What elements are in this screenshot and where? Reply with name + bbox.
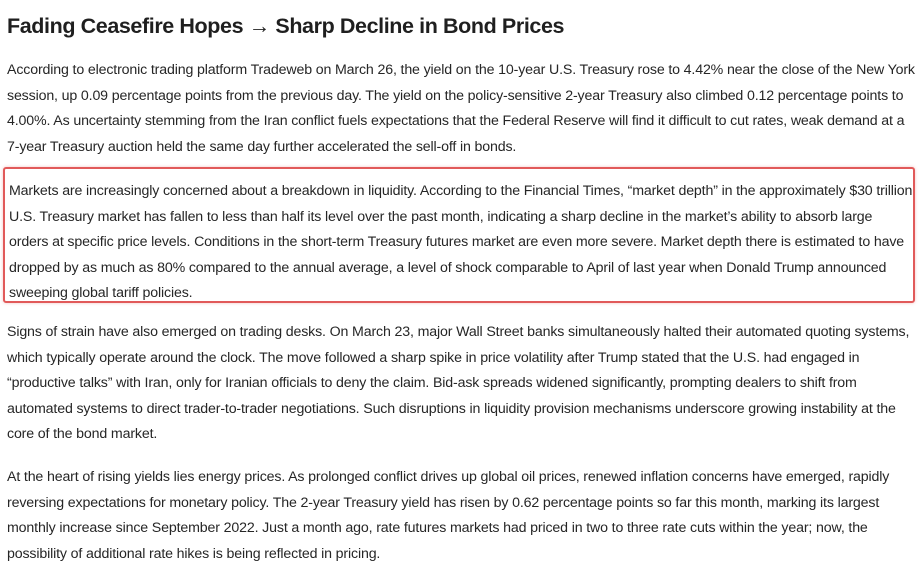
article-title: Fading Ceasefire Hopes → Sharp Decline in Bond Prices bbox=[7, 14, 565, 38]
article-paragraph-1: According to electronic trading platform Tradeweb on March 26, the yield on the 10-year U.S. Treasury rose to 4.42% near the close of the New York session, up 0.09 percentage points from the previous day. The yield on the policy-sensitive 2-year Treasury also climbed 0.12 percentage points to 4.00%. As uncertainty stemming from the Iran conflict fuels expectations that the Federal Reserve will find it difficult to cut rates, weak demand at a 7-year Treasury auction held the same day further accelerated the sell-off in bonds. bbox=[7, 62, 915, 155]
highlighted-paragraph-box bbox=[3, 167, 915, 303]
article-paragraph-2: Markets are increasingly concerned about a breakdown in liquidity. According to the Financial Times, “market depth” in the approximately $30 trillion U.S. Treasury market has fallen to less than half its level over the past month, indicating a sharp decline in the market’s ability to absorb large orders at specific price levels. Conditions in the short-term Treasury futures market are even more severe. Market depth there is estimated to have dropped by as much as 80% compared to the annual average, a level of shock comparable to April of last year when Donald Trump announced sweeping global tariff policies. bbox=[9, 183, 913, 301]
article-paragraph-3: Signs of strain have also emerged on trading desks. On March 23, major Wall Street banks simultaneously halted their automated quoting systems, which typically operate around the clock. The move followed a sharp spike in price volatility after Trump stated that the U.S. had engaged in “productive talks” with Iran, only for Iranian officials to deny the claim. Bid-ask spreads widened significantly, prompting dealers to shift from automated systems to direct trader-to-trader negotiations. Such disruptions in liquidity provision mechanisms underscore growing instability at the core of the bond market. bbox=[7, 324, 910, 442]
article-paragraph-4: At the heart of rising yields lies energy prices. As prolonged conflict drives up global oil prices, renewed inflation concerns have emerged, rapidly reversing expectations for monetary policy. The 2-year Treasury yield has risen by 0.62 percentage points so far this month, marking its largest monthly increase since September 2022. Just a month ago, rate futures markets had priced in two to three rate cuts within the year; now, the possibility of additional rate hikes is being reflected in pricing. bbox=[7, 469, 890, 562]
